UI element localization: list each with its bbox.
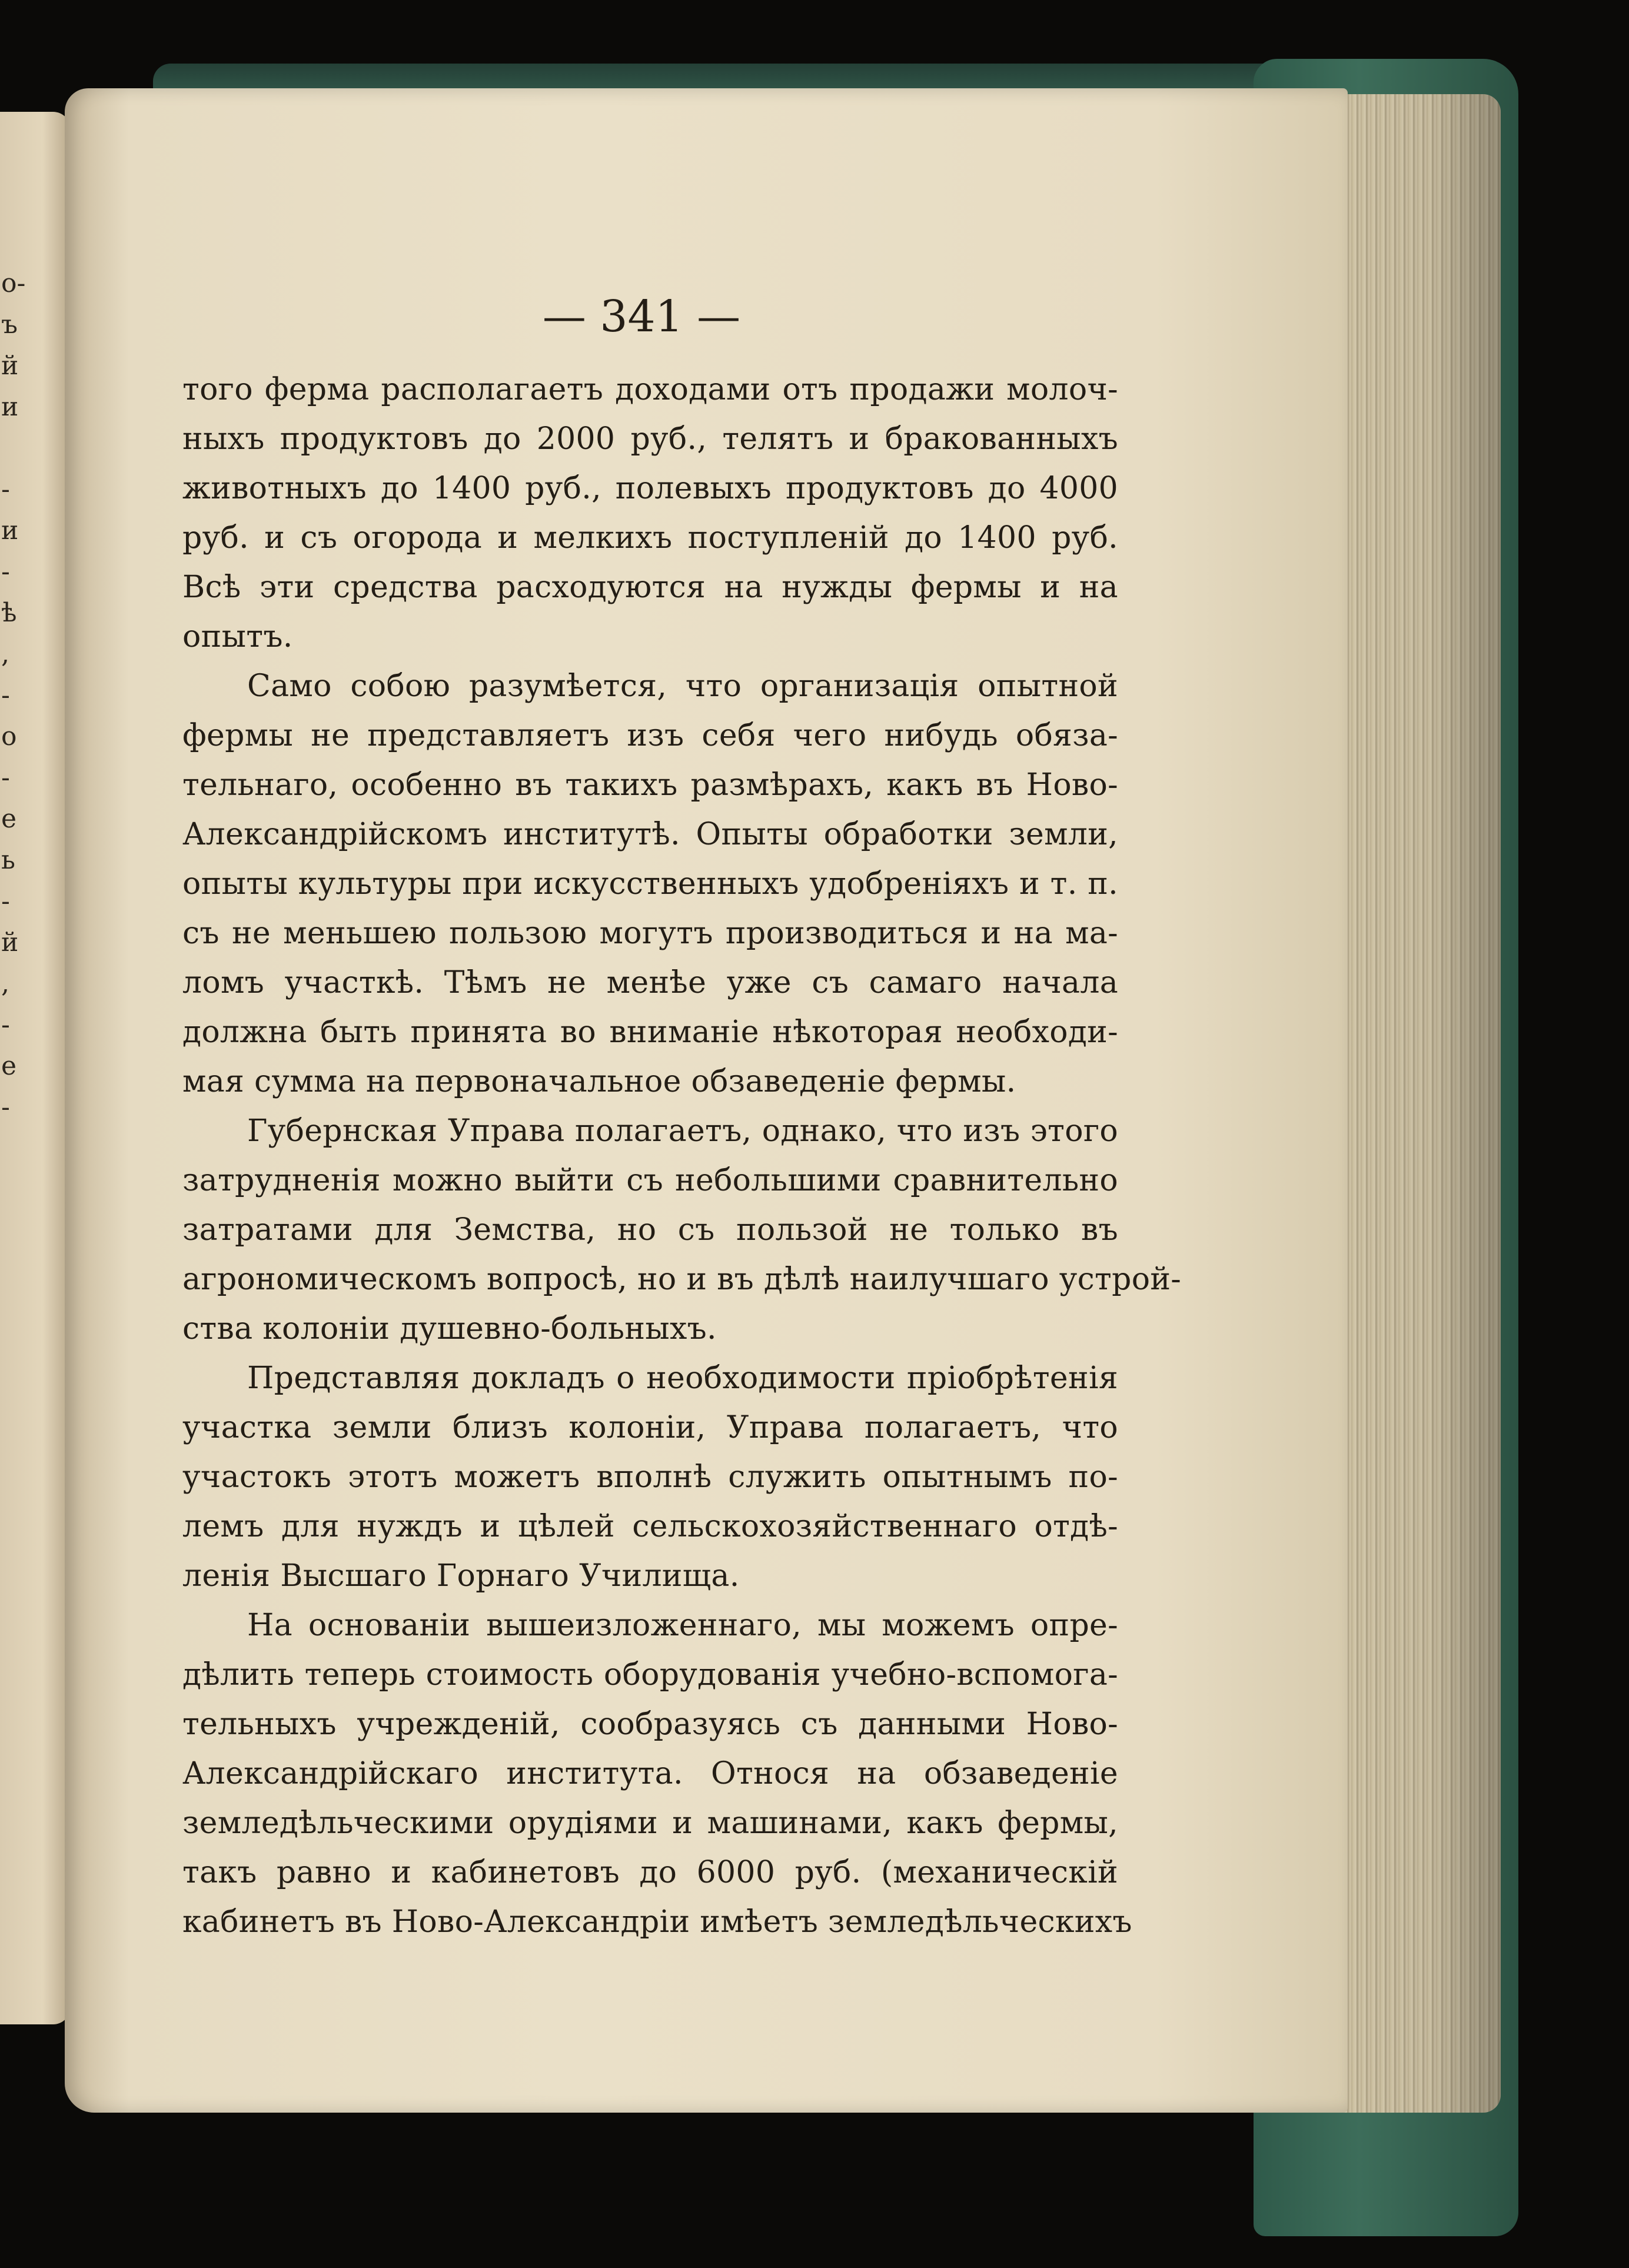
text-line: животныхъ до 1400 руб., полевыхъ продуктовъ до 4000 — [182, 471, 1118, 506]
text-line: участокъ этотъ можетъ вполнѣ служить опытнымъ по- — [182, 1459, 1118, 1495]
text-line: фермы не представляетъ изъ себя чего нибудь обяза- — [182, 718, 1118, 753]
text-line: такъ равно и кабинетовъ до 6000 руб. (механическій — [182, 1855, 1118, 1890]
text-line: земледѣльческими орудіями и машинами, какъ фермы, — [182, 1805, 1118, 1841]
facing-page-fragment: ъ — [1, 310, 18, 340]
text-line: Губернская Управа полагаетъ, однако, что изъ этого — [247, 1113, 1118, 1149]
book-page — [65, 88, 1348, 2113]
facing-page-fragment: ѣ — [1, 598, 17, 628]
text-line: Представляя докладъ о необходимости пріобрѣтенія — [247, 1361, 1118, 1396]
facing-page-fragment: й — [1, 351, 19, 381]
page-edge-shadow — [1324, 94, 1501, 2113]
text-line: ныхъ продуктовъ до 2000 руб., телятъ и бракованныхъ — [182, 421, 1118, 457]
text-line: опытъ. — [182, 619, 293, 654]
facing-page-fragment: - — [1, 680, 10, 710]
facing-page-fragment: и — [1, 392, 19, 422]
facing-page-fragment: е — [1, 804, 17, 834]
page-number: — 341 — — [542, 291, 741, 342]
text-line: руб. и съ огорода и мелкихъ поступленій до 1400 руб. — [182, 520, 1118, 556]
text-line: дѣлить теперь стоимость оборудованія учебно-вспомога- — [182, 1657, 1118, 1692]
text-line: мая сумма на первоначальное обзаведеніе фермы. — [182, 1064, 1016, 1099]
text-line: должна быть принята во вниманіе нѣкоторая необходи- — [182, 1015, 1118, 1050]
text-line: съ не меньшею пользою могутъ производиться и на ма- — [182, 916, 1118, 951]
facing-page-fragment: - — [1, 474, 10, 504]
text-line: тельныхъ учрежденій, сообразуясь съ данными Ново- — [182, 1707, 1118, 1742]
facing-page-fragment: и — [1, 516, 19, 546]
facing-page-fragment: , — [1, 639, 9, 669]
text-line: кабинетъ въ Ново-Александріи имѣетъ земледѣльческихъ — [182, 1904, 1132, 1940]
body-text — [182, 365, 1182, 1947]
text-line: Само собою разумѣется, что организація опытной — [247, 669, 1118, 704]
text-line: На основаніи вышеизложеннаго, мы можемъ опре- — [247, 1608, 1118, 1643]
text-line: затрудненія можно выйти съ небольшими сравнительно — [182, 1163, 1118, 1198]
text-line: ломъ участкѣ. Тѣмъ не менѣе уже съ самаго начала — [182, 965, 1118, 1000]
text-line: Всѣ эти средства расходуются на нужды фермы и на — [182, 570, 1118, 605]
facing-page-fragment: о- — [1, 268, 26, 298]
text-line: агрономическомъ вопросѣ, но и въ дѣлѣ наилучшаго устрой- — [182, 1262, 1182, 1297]
facing-page-fragment: - — [1, 1010, 10, 1040]
text-line: Александрійскаго института. Относя на обзаведеніе — [182, 1756, 1118, 1791]
facing-page-fragment: - — [1, 886, 10, 916]
facing-page-fragment: ь — [1, 845, 15, 875]
facing-page-fragment: - — [1, 557, 10, 587]
facing-page-fragment: о — [1, 721, 17, 751]
facing-page-fragment: - — [1, 1092, 10, 1122]
facing-page-fragment: й — [1, 927, 19, 957]
facing-page-fragment: - — [1, 763, 10, 793]
facing-page-fragment: е — [1, 1051, 17, 1081]
text-line: лемъ для нуждъ и цѣлей сельскохозяйственнаго отдѣ- — [182, 1509, 1118, 1544]
text-line: Александрійскомъ институтѣ. Опыты обработки земли, — [182, 817, 1118, 852]
facing-page-sliver — [0, 112, 71, 2024]
text-line: того ферма располагаетъ доходами отъ продажи молоч- — [182, 372, 1118, 407]
text-line: опыты культуры при искусственныхъ удобреніяхъ и т. п. — [182, 866, 1118, 902]
text-line: затратами для Земства, но съ пользой не только въ — [182, 1212, 1118, 1248]
facing-page-fragment: , — [1, 969, 9, 999]
text-line: тельнаго, особенно въ такихъ размѣрахъ, какъ въ Ново- — [182, 767, 1118, 803]
text-line: ленія Высшаго Горнаго Училища. — [182, 1558, 740, 1594]
text-line: участка земли близъ колоніи, Управа полагаетъ, что — [182, 1410, 1118, 1445]
text-line: ства колоніи душевно-больныхъ. — [182, 1311, 717, 1346]
